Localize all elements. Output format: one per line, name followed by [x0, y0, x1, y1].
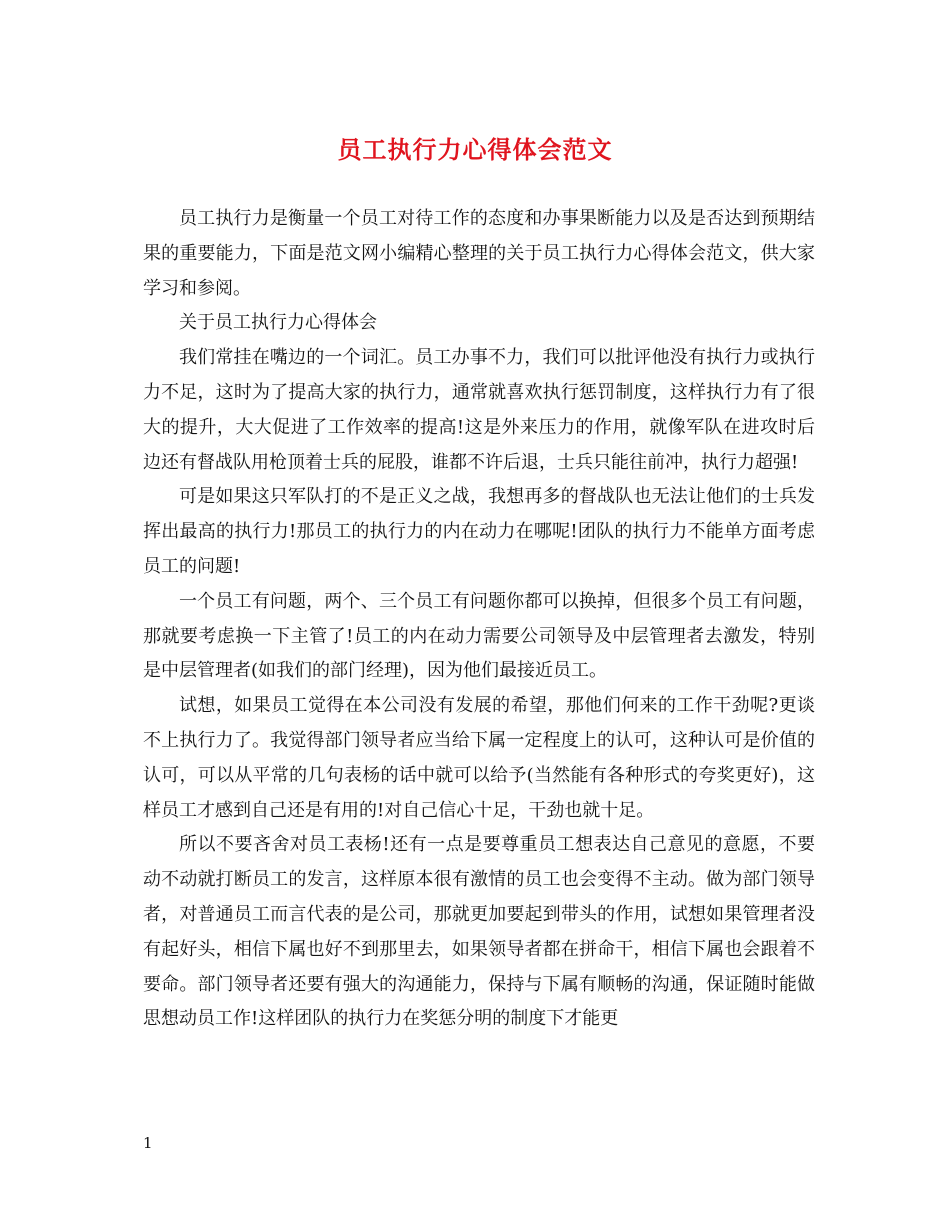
document-title: 员工执行力心得体会范文 — [337, 135, 613, 164]
paragraph-inner-motivation: 可是如果这只军队打的不是正义之战，我想再多的督战队也无法让他们的士兵发挥出最高的执行力!那员工的执行力的内在动力在哪呢!团队的执行力不能单方面考虑员工的问题! — [143, 486, 815, 577]
paragraph-praise-communication: 所以不要吝舍对员工表杨!还有一点是要尊重员工想表达自己意见的意愿，不要动不动就打断员工的发言，这样原本很有激情的员工也会变得不主动。做为部门领导者，对普通员工而言代表的是公司，那就更加要起到带头的作用，试想如果管理者没有起好头，相信下属也好不到那里去，如果领导者都在拼命干，相信下属也会跟着不要命。部门领导者还要有强大的沟通能力，保持与下属有顺畅的沟通，保证随时能做思想动员工作!这样团队的执行力在奖惩分明的制度下才能更 — [143, 834, 815, 1030]
paragraph-subheading: 关于员工执行力心得体会 — [179, 312, 377, 334]
document-body — [143, 202, 815, 1037]
paragraph-manager-role: 一个员工有问题，两个、三个员工有问题你都可以换掉，但很多个员工有问题，那就要考虑换一下主管了!员工的内在动力需要公司领导及中层管理者去激发，特别是中层管理者(如我们的部门经理)，因为他们最接近员工。 — [143, 590, 815, 682]
paragraph-intro: 员工执行力是衡量一个员工对待工作的态度和办事果断能力以及是否达到预期结果的重要能力，下面是范文网小编精心整理的关于员工执行力心得体会范文，供大家学习和参阅。 — [143, 208, 815, 299]
paragraph-recognition: 试想，如果员工觉得在本公司没有发展的希望，那他们何来的工作干劲呢?更谈不上执行力了。我觉得部门领导者应当给下属一定程度上的认可，这种认可是价值的认可，可以从平常的几句表杨的话中就可以给予(当然能有各种形式的夸奖更好)，这样员工才感到自己还是有用的!对自己信心十足，干劲也就十足。 — [143, 695, 815, 821]
page-number: 1 — [143, 1134, 153, 1152]
paragraph-execution-pressure: 我们常挂在嘴边的一个词汇。员工办事不力，我们可以批评他没有执行力或执行力不足，这时为了提高大家的执行力，通常就喜欢执行惩罚制度，这样执行力有了很大的提升，大大促进了工作效率的提高!这是外来压力的作用，就像军队在进攻时后边还有督战队用枪顶着士兵的屁股，谁都不许后退，士兵只能往前冲，执行力超强! — [143, 347, 815, 473]
